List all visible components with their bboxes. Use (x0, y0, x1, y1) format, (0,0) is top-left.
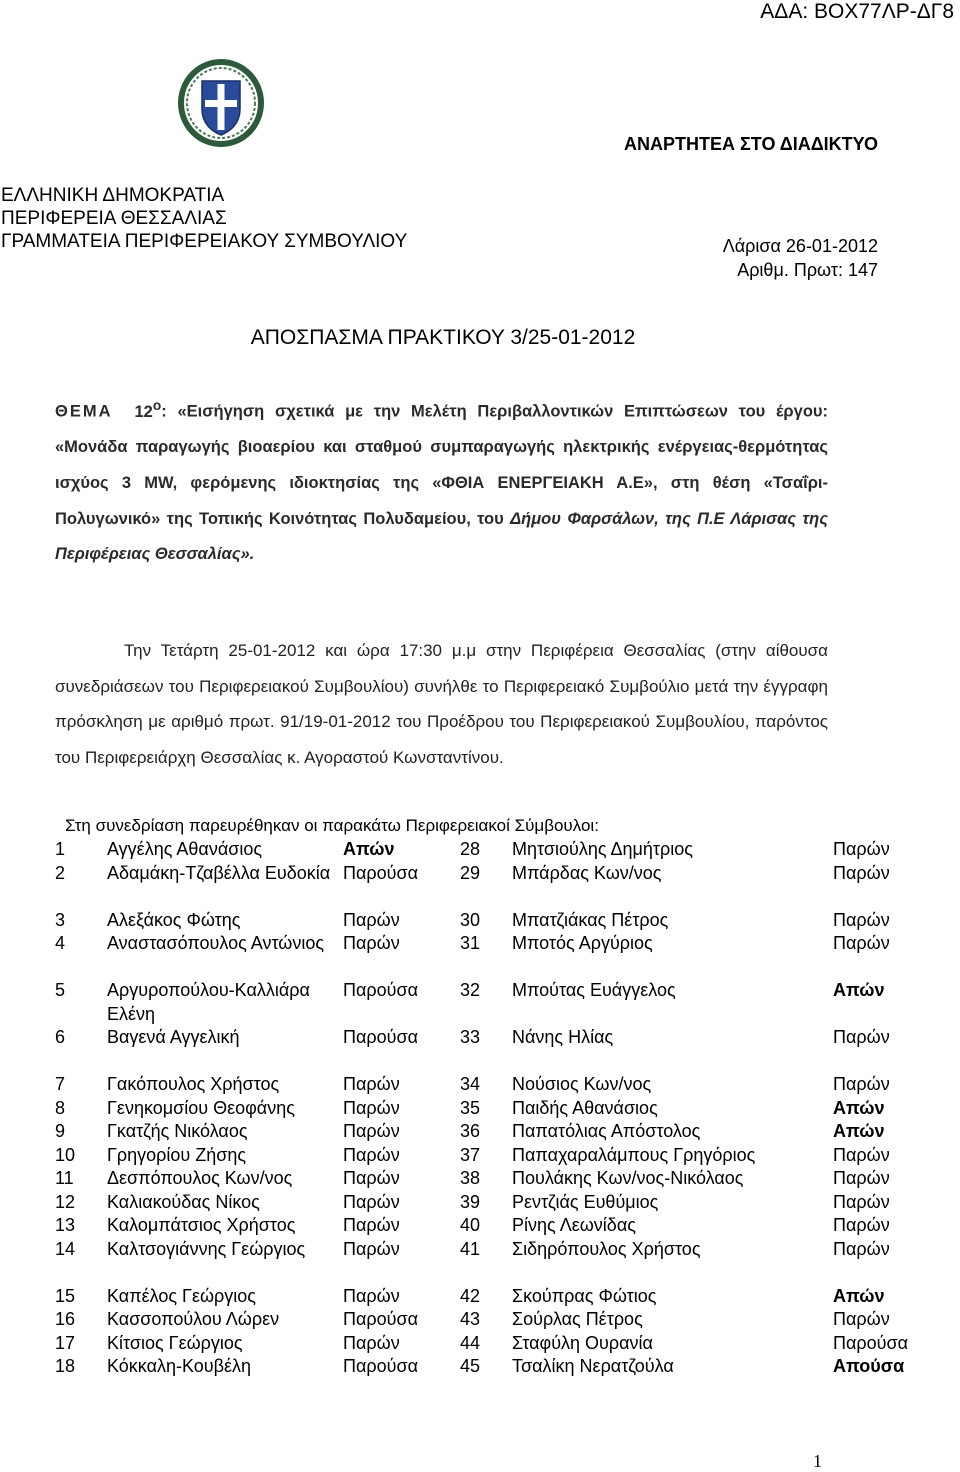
member-status: Παρούσα (343, 1027, 419, 1047)
member-number: 13 (55, 1215, 76, 1235)
authority-line: ΕΛΛΗΝΙΚΗ ΔΗΜΟΚΡΑΤΙΑ (1, 185, 225, 206)
members-table (55, 838, 925, 1379)
member-status: Παρών (833, 1215, 890, 1235)
member-status: Παρών (833, 1144, 890, 1165)
member-number: 38 (460, 1168, 481, 1188)
member-row (55, 1332, 925, 1356)
subject-text-italic: Δήμου Φαρσάλων, της Π.Ε Λάρισας της Περιφέρειας Θεσσαλίας». (55, 509, 829, 564)
member-number: 36 (460, 1121, 481, 1141)
member-row (55, 1026, 925, 1073)
member-status: Παρών (833, 1309, 890, 1329)
member-name: Αργυροπούλου-Καλλιάρα Ελένη (107, 980, 310, 1024)
coat-of-arms-emblem-icon (176, 57, 266, 147)
member-number: 11 (55, 1168, 74, 1188)
ada-code: ΑΔΑ: ΒΟΧ77ΛΡ-ΔΓ8 (760, 0, 954, 23)
page-number: 1 (813, 1451, 822, 1471)
subject-block: ΘΕΜΑ $12^o$: «Εισήγηση σχετικά με την Μελέτη Περιβαλλοντικών Επιπτώσεων του έργου: «Μονάδα παραγωγής βιοαερίου και σταθμού συμπαραγωγής ηλεκτρικής ενέργειας-θερμότητας ισχύος 3 MW, φερόμενης ιδιοκτησίας της «ΦΘΙΑ ΕΝΕΡΓΕΙΑΚΗ Α.Ε», στη θέση «Τσαΐρι-Πολυγωνικό» της Τοπικής Κοινότητας Πολυδαμείου, του Δήμου Φαρσάλων, της Π.Ε Λάρισας της Περιφέρειας Θεσσαλίας». (55, 398, 829, 564)
member-name: Μητσιούλης Δημήτριος (512, 839, 693, 859)
member-name: Καλιακούδας Νίκος (107, 1191, 260, 1212)
place-date-block (723, 234, 878, 282)
member-number: 30 (460, 909, 481, 930)
member-number: 41 (460, 1238, 481, 1259)
member-name: Σιδηρόπουλος Χρήστος (512, 1238, 701, 1259)
member-status: Παρών (343, 909, 400, 930)
member-row (55, 1167, 925, 1191)
member-status: Παρούσα (343, 1309, 419, 1329)
member-number: 28 (460, 839, 481, 859)
member-status: Παρών (343, 1097, 400, 1118)
member-name: Καλτσογιάννης Γεώργιος (107, 1238, 306, 1259)
member-status: Απών (833, 1285, 885, 1306)
member-number: 37 (460, 1144, 481, 1165)
member-number: 32 (460, 980, 481, 1000)
member-number: 35 (460, 1097, 481, 1118)
member-row (55, 932, 925, 979)
member-name: Παπαχαραλάμπους Γρηγόριος (512, 1144, 756, 1165)
member-name: Γακόπουλος Χρήστος (107, 1074, 280, 1094)
member-row (55, 1285, 925, 1309)
member-number: 8 (55, 1097, 66, 1118)
member-number: 33 (460, 1027, 481, 1047)
issuing-authority (1, 184, 407, 253)
member-status: Παρούσα (343, 980, 419, 1000)
member-name: Παιδής Αθανάσιος (512, 1097, 658, 1118)
member-name: Αλεξάκος Φώτης (107, 909, 241, 930)
member-status: Παρών (343, 1332, 400, 1353)
member-row (55, 1308, 925, 1332)
member-row (55, 1120, 925, 1144)
member-status: Παρών (343, 1144, 400, 1165)
member-status: Παρών (343, 1215, 400, 1235)
member-row (55, 1238, 925, 1285)
member-status: Παρών (833, 933, 890, 953)
member-name: Παπατόλιας Απόστολος (512, 1121, 701, 1141)
member-name: Σούρλας Πέτρος (512, 1309, 643, 1329)
attendance-intro: Στη συνεδρίαση παρευρέθηκαν οι παρακάτω Περιφερειακοί Σύμβουλοι: (65, 816, 599, 835)
member-status: Παρών (833, 862, 890, 883)
member-status: Παρών (343, 1074, 400, 1094)
member-number: 39 (460, 1191, 481, 1212)
member-number: 9 (55, 1121, 66, 1141)
member-name: Ρεντζιάς Ευθύμιος (512, 1191, 659, 1212)
member-number: 1 (55, 839, 66, 859)
member-status: Παρών (343, 1238, 400, 1259)
member-name: Βαγενά Αγγελική (107, 1027, 240, 1047)
member-number: 5 (55, 980, 66, 1000)
member-name: Γκατζής Νικόλαος (107, 1121, 248, 1141)
member-status: Παρούσα (343, 862, 419, 883)
member-number: 31 (460, 933, 481, 953)
protocol-number: Αριθμ. Πρωτ: 147 (737, 260, 878, 280)
subject-superscript: ο (152, 398, 162, 413)
member-name: Γρηγορίου Ζήσης (107, 1144, 247, 1165)
member-name: Κασσοπούλου Λώρεν (107, 1309, 280, 1329)
member-name: Δεσπόπουλος Κων/νος (107, 1168, 293, 1188)
member-number: 18 (55, 1356, 76, 1376)
subject-text: «Εισήγηση σχετικά με την Μελέτη Περιβαλλοντικών Επιπτώσεων του έργου: «Μονάδα παραγωγής βιοαερίου και σταθμού συμπαραγωγής ηλεκτρικής ενέργειας-θερμότητας ισχύος 3 MW, φερόμενης ιδιοκτησίας της «ΦΘΙΑ ΕΝΕΡΓΕΙΑΚΗ Α.Ε», στη θέση «Τσαΐρι-Πολυγωνικό» της Τοπικής Κοινότητας Πολυδαμείου, του (55, 402, 828, 528)
member-name: Μπατζιάκας Πέτρος (512, 909, 669, 930)
member-number: 44 (460, 1332, 481, 1353)
member-status: Παρών (833, 1168, 890, 1188)
member-name: Κόκκαλη-Κουβέλη (107, 1356, 252, 1376)
member-name: Ρίνης Λεωνίδας (512, 1215, 636, 1235)
member-number: 43 (460, 1309, 481, 1329)
authority-line: ΠΕΡΙΦΕΡΕΙΑ ΘΕΣΣΑΛΙΑΣ (1, 208, 227, 229)
member-status: Παρούσα (833, 1332, 909, 1353)
member-number: 40 (460, 1215, 481, 1235)
member-number: 45 (460, 1356, 481, 1376)
member-number: 14 (55, 1238, 76, 1259)
member-number: 12 (55, 1191, 76, 1212)
member-number: 4 (55, 933, 66, 953)
member-status: Απών (833, 980, 885, 1000)
member-status: Παρών (833, 1027, 890, 1047)
member-number: 3 (55, 909, 66, 930)
member-number: 2 (55, 862, 66, 883)
member-status: Απών (833, 1097, 885, 1118)
member-row (55, 1191, 925, 1215)
member-status: Απών (833, 1121, 885, 1141)
member-status: Απούσα (833, 1356, 905, 1376)
member-row (55, 838, 925, 862)
member-number: 42 (460, 1285, 481, 1306)
member-number: 7 (55, 1074, 66, 1094)
member-name: Πουλάκης Κων/νος-Νικόλαος (512, 1168, 744, 1188)
subject-label: ΘΕΜΑ (55, 402, 113, 421)
member-name: Καπέλος Γεώργιος (107, 1285, 256, 1306)
member-name: Τσαλίκη Νερατζούλα (512, 1356, 674, 1376)
authority-line: ΓΡΑΜΜΑΤΕΙΑ ΠΕΡΙΦΕΡΕΙΑΚΟΥ ΣΥΜΒΟΥΛΙΟΥ (1, 231, 408, 252)
member-status: Παρών (833, 839, 890, 859)
member-row (55, 1073, 925, 1097)
session-text: Την Τετάρτη 25-01-2012 και ώρα 17:30 μ.μ στην Περιφέρεια Θεσσαλίας (στην αίθουσα συνεδριάσεων του Περιφερειακού Συμβουλίου) συνήλθε το Περιφερειακό Συμβούλιο μετά την έγγραφη πρόσκληση με αριθμό πρωτ. 91/19-01-2012 του Προέδρου του Περιφερειακού Συμβουλίου, παρόντος του Περιφερειάρχη Θεσσαλίας κ. Αγοραστού Κωνσταντίνου. (55, 641, 828, 768)
member-status: Παρών (343, 1121, 400, 1141)
member-name: Κίτσιος Γεώργιος (107, 1332, 243, 1353)
member-name: Αδαμάκη-Τζαβέλλα Ευδοκία (107, 862, 331, 883)
member-number: 6 (55, 1027, 66, 1047)
member-row (55, 1355, 925, 1379)
member-name: Αγγέλης Αθανάσιος (107, 839, 263, 859)
member-name: Μποτός Αργύριος (512, 933, 653, 953)
member-name: Μπούτας Ευάγγελος (512, 980, 676, 1000)
document-title: ΑΠΟΣΠΑΣΜΑ ΠΡΑΚΤΙΚΟΥ 3/25-01-2012 (250, 326, 636, 349)
member-status: Παρών (343, 1285, 400, 1306)
member-status: Παρούσα (343, 1356, 419, 1376)
member-name: Νάνης Ηλίας (512, 1027, 614, 1047)
member-row (55, 1097, 925, 1121)
member-status: Παρών (833, 1191, 890, 1212)
member-status: Παρών (833, 909, 890, 930)
posted-notice: ΑΝΑΡΤΗΤΕΑ ΣΤΟ ΔΙΑΔΙΚΤΥΟ (624, 134, 878, 154)
member-row (55, 1214, 925, 1238)
member-status: Απών (343, 839, 395, 859)
member-status: Παρών (343, 1191, 400, 1212)
member-row (55, 909, 925, 933)
member-row (55, 979, 925, 1026)
member-number: 34 (460, 1074, 481, 1094)
member-row (55, 862, 925, 909)
member-number: 10 (55, 1144, 76, 1165)
member-name: Νούσιος Κων/νος (512, 1074, 652, 1094)
member-status: Παρών (833, 1238, 890, 1259)
member-name: Σκούπρας Φώτιος (512, 1285, 657, 1306)
member-number: 17 (55, 1332, 76, 1353)
member-status: Παρών (833, 1074, 890, 1094)
member-name: Γενηκομσίου Θεοφάνης (107, 1097, 295, 1118)
session-paragraph (55, 633, 828, 776)
member-name: Αναστασόπουλος Αντώνιος (107, 933, 325, 953)
member-row (55, 1144, 925, 1168)
member-name: Καλομπάτσιος Χρήστος (107, 1215, 296, 1235)
member-number: 15 (55, 1285, 76, 1306)
member-status: Παρών (343, 933, 400, 953)
member-name: Σταφύλη Ουρανία (512, 1332, 653, 1353)
subject-number: 12 (134, 402, 153, 421)
member-name: Μπάρδας Κων/νος (512, 862, 662, 883)
member-number: 16 (55, 1309, 76, 1329)
member-number: 29 (460, 862, 481, 883)
member-status: Παρών (343, 1168, 400, 1188)
place-date: Λάρισα 26-01-2012 (722, 236, 878, 256)
